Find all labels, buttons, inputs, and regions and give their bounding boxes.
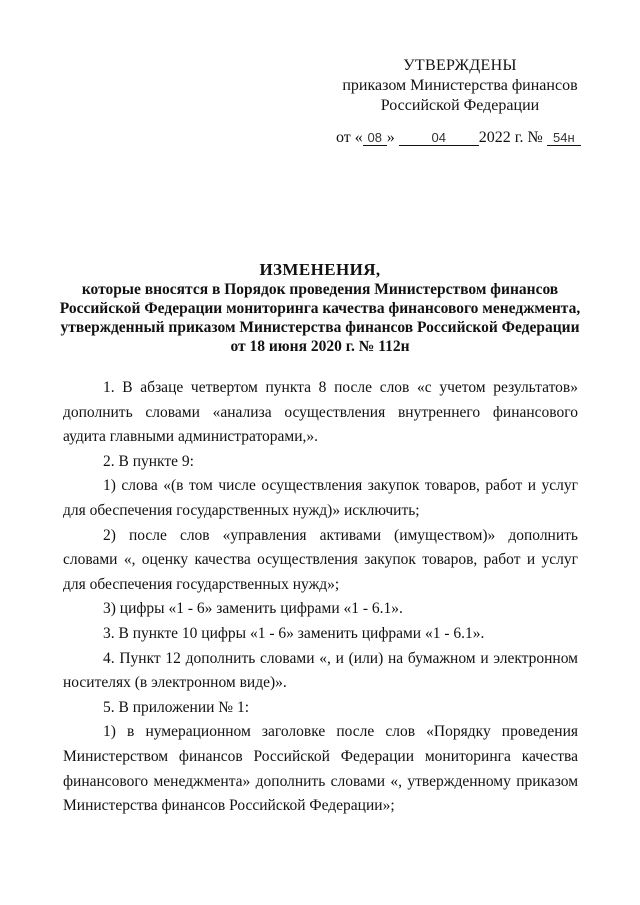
paragraph: 3) цифры «1 - 6» заменить цифрами «1 - 6.1». — [103, 600, 403, 618]
order-date-line — [336, 128, 581, 148]
paragraph: 2. В пункте 9: — [103, 452, 194, 470]
approval-block — [330, 56, 590, 116]
paragraph: 1) слова «(в том числе осуществления закупок товаров, работ и услуг для обеспечения государственных нужд)» исключить; — [63, 477, 578, 519]
document-title — [40, 260, 600, 356]
paragraph: 1) в нумерационном заголовке после слов «Порядку проведения Министерством финансов Российской Федерации мониторинга качества финансового менеджмента» дополнить словами «, утвержденному приказом Министерства финансов Российской Федерации»; — [63, 723, 578, 815]
approval-line-1: приказом Министерства финансов — [342, 77, 578, 94]
date-month: 04 — [399, 130, 479, 146]
paragraph: 4. Пункт 12 дополнить словами «, и (или) на бумажном и электронном носителях (в электронном виде)». — [63, 649, 578, 692]
order-number: 54н — [547, 130, 581, 146]
title-line: Российской Федерации мониторинга качества финансового менеджмента, — [59, 300, 581, 317]
title-main: ИЗМЕНЕНИЯ, — [259, 260, 381, 279]
title-line: утвержденный приказом Министерства финансов Российской Федерации — [60, 319, 580, 336]
date-prefix: от « — [336, 129, 363, 146]
title-line: которые вносятся в Порядок проведения Министерством финансов — [81, 281, 559, 298]
date-year: 2022 г. № — [478, 129, 543, 146]
date-day: 08 — [363, 130, 387, 146]
paragraph: 2) после слов «управления активами (имуществом)» дополнить словами «, оценку качества осуществления закупок товаров, работ и услуг для обеспечения государственных нужд»; — [63, 526, 578, 593]
paragraph: 3. В пункте 10 цифры «1 - 6» заменить цифрами «1 - 6.1». — [103, 624, 485, 642]
approval-line-2: Российской Федерации — [380, 97, 540, 114]
title-line: от 18 июня 2020 г. № 112н — [230, 338, 410, 355]
document-body — [63, 376, 578, 819]
paragraph: 5. В приложении № 1: — [103, 698, 250, 716]
date-close-quote: » — [386, 129, 395, 146]
paragraph: 1. В абзаце четвертом пункта 8 после слов «с учетом результатов» дополнить словами «анализа осуществления внутреннего финансового аудита главными администраторами,». — [63, 379, 578, 446]
approval-heading: УТВЕРЖДЕНЫ — [403, 57, 517, 74]
